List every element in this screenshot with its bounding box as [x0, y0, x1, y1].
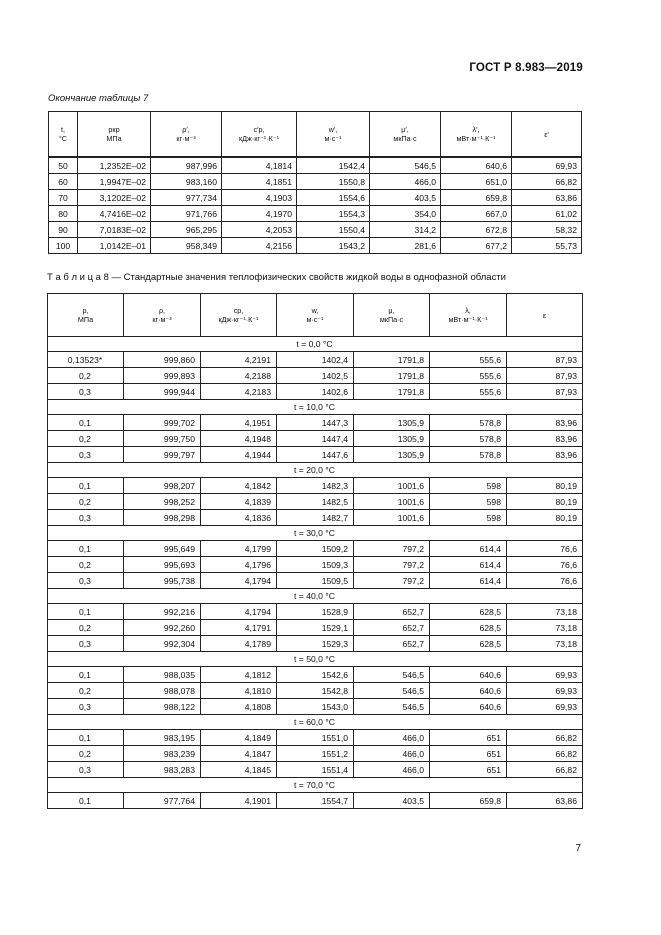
- table-cell: 546,5: [370, 157, 441, 174]
- table-cell: 999,797: [124, 447, 201, 463]
- table-cell: 1447,3: [277, 415, 354, 431]
- table-cell: 1305,9: [354, 447, 430, 463]
- table-cell: 1542,8: [277, 683, 354, 699]
- table-cell: 1447,6: [277, 447, 354, 463]
- table-cell: 999,944: [124, 384, 201, 400]
- table-cell: 83,96: [507, 415, 583, 431]
- table-cell: 988,122: [124, 699, 201, 715]
- table-cell: 0,2: [48, 368, 124, 384]
- table7-column-header: [49, 112, 78, 158]
- table-cell: 403,5: [354, 793, 430, 809]
- table-row: [48, 431, 583, 447]
- table-cell: 652,7: [354, 620, 430, 636]
- table8-column-header: [277, 294, 354, 337]
- column-unit: м·с⁻¹: [306, 315, 324, 324]
- table-cell: 0,1: [48, 478, 124, 494]
- table7-caption: Окончание таблицы 7: [48, 93, 149, 104]
- table-cell: 4,1789: [201, 636, 277, 652]
- table-cell: 1,0142E–01: [78, 238, 151, 254]
- table-cell: 998,252: [124, 494, 201, 510]
- column-unit: мкПа·с: [393, 134, 417, 143]
- section-title: t = 0,0 °C: [48, 337, 583, 352]
- table-cell: 1001,6: [354, 494, 430, 510]
- table-cell: 995,693: [124, 557, 201, 573]
- table-row: [48, 510, 583, 526]
- table-cell: 4,1903: [222, 190, 297, 206]
- table-cell: 977,734: [151, 190, 222, 206]
- table-cell: 598: [430, 510, 507, 526]
- table-cell: 70: [49, 190, 78, 206]
- column-unit: мВт·м⁻¹·К⁻¹: [448, 315, 488, 324]
- table-cell: 60: [49, 174, 78, 190]
- table-cell: 73,18: [507, 636, 583, 652]
- table7-column-header: [370, 112, 441, 158]
- table8-column-header: [201, 294, 277, 337]
- table-cell: 1528,9: [277, 604, 354, 620]
- table-cell: 466,0: [370, 174, 441, 190]
- table-cell: 0,1: [48, 730, 124, 746]
- table-cell: 659,8: [430, 793, 507, 809]
- table-cell: 628,5: [430, 620, 507, 636]
- table8-column-header: [430, 294, 507, 337]
- table8-column-header: [507, 294, 583, 337]
- table-cell: 1402,4: [277, 352, 354, 368]
- table-cell: 466,0: [354, 746, 430, 762]
- table7-column-header: [297, 112, 370, 158]
- table-cell: 1791,8: [354, 384, 430, 400]
- page-number: 7: [575, 843, 581, 854]
- table-cell: 0,3: [48, 447, 124, 463]
- table-cell: 614,4: [430, 573, 507, 589]
- table-cell: 0,3: [48, 636, 124, 652]
- table-cell: 995,649: [124, 541, 201, 557]
- table-cell: 0,2: [48, 746, 124, 762]
- table-cell: 50: [49, 157, 78, 174]
- column-unit: кг·м⁻³: [176, 134, 196, 143]
- table-cell: 1791,8: [354, 352, 430, 368]
- table-cell: 4,1847: [201, 746, 277, 762]
- table-row: [48, 604, 583, 620]
- table-cell: 992,216: [124, 604, 201, 620]
- table-cell: 281,6: [370, 238, 441, 254]
- table-cell: 76,6: [507, 557, 583, 573]
- section-title: t = 40,0 °C: [48, 589, 583, 604]
- table-cell: 87,93: [507, 368, 583, 384]
- table-cell: 598: [430, 494, 507, 510]
- table8-header-row: [48, 294, 583, 337]
- table-cell: 69,93: [507, 683, 583, 699]
- table-cell: 69,93: [507, 699, 583, 715]
- table-cell: 652,7: [354, 604, 430, 620]
- table7-header-row: [49, 112, 582, 158]
- table-cell: 87,93: [507, 352, 583, 368]
- column-symbol: cp,: [233, 306, 244, 315]
- table8-column-header: [354, 294, 430, 337]
- table-cell: 4,1842: [201, 478, 277, 494]
- table-cell: 1529,3: [277, 636, 354, 652]
- table-row: [48, 447, 583, 463]
- table-cell: 1001,6: [354, 478, 430, 494]
- table-cell: 651: [430, 746, 507, 762]
- table-cell: 555,6: [430, 352, 507, 368]
- column-symbol: ε: [542, 310, 547, 320]
- table-cell: 83,96: [507, 447, 583, 463]
- table7-column-header: [78, 112, 151, 158]
- table-cell: 4,1791: [201, 620, 277, 636]
- column-unit: МПа: [77, 315, 94, 324]
- table-cell: 999,702: [124, 415, 201, 431]
- table-cell: 555,6: [430, 384, 507, 400]
- table-row: [48, 730, 583, 746]
- table-row: [48, 620, 583, 636]
- table-cell: 1,9947E–02: [78, 174, 151, 190]
- column-unit: кДж·кг⁻¹·К⁻¹: [218, 315, 259, 324]
- table-cell: 1509,2: [277, 541, 354, 557]
- table-cell: 1554,7: [277, 793, 354, 809]
- table-cell: 4,1851: [222, 174, 297, 190]
- section-row: [48, 652, 583, 667]
- table-row: [48, 762, 583, 778]
- table-cell: 797,2: [354, 541, 430, 557]
- table-cell: 983,160: [151, 174, 222, 190]
- table-cell: 4,2156: [222, 238, 297, 254]
- table-cell: 4,1951: [201, 415, 277, 431]
- table-cell: 100: [49, 238, 78, 254]
- table-row: [48, 793, 583, 809]
- table-cell: 63,86: [512, 190, 582, 206]
- table-cell: 1447,4: [277, 431, 354, 447]
- table-row: [48, 415, 583, 431]
- table-cell: 83,96: [507, 431, 583, 447]
- column-unit: м·с⁻¹: [324, 134, 342, 143]
- table-cell: 1554,6: [297, 190, 370, 206]
- table-cell: 4,1901: [201, 793, 277, 809]
- table-cell: 667,0: [441, 206, 512, 222]
- table-cell: 403,5: [370, 190, 441, 206]
- table-cell: 992,260: [124, 620, 201, 636]
- table-cell: 3,1202E–02: [78, 190, 151, 206]
- table-cell: 999,893: [124, 368, 201, 384]
- column-symbol: p,: [82, 306, 89, 315]
- table-cell: 4,2053: [222, 222, 297, 238]
- table-cell: 999,750: [124, 431, 201, 447]
- table-cell: 0,3: [48, 384, 124, 400]
- table-cell: 4,1794: [201, 573, 277, 589]
- standard-code: ГОСТ Р 8.983—2019: [469, 62, 583, 74]
- table-cell: 1543,0: [277, 699, 354, 715]
- table-cell: 797,2: [354, 557, 430, 573]
- table-row: [48, 541, 583, 557]
- column-unit: мкПа·с: [379, 315, 404, 324]
- table7-column-header: [222, 112, 297, 158]
- column-symbol: λ,: [465, 306, 471, 315]
- table-cell: 80: [49, 206, 78, 222]
- table-cell: 466,0: [354, 730, 430, 746]
- column-symbol: μ′,: [401, 125, 409, 134]
- table-cell: 640,6: [430, 699, 507, 715]
- table-cell: 1551,0: [277, 730, 354, 746]
- table-cell: 66,82: [512, 174, 582, 190]
- column-unit: мВт·м⁻¹·К⁻¹: [456, 134, 496, 143]
- table-cell: 988,078: [124, 683, 201, 699]
- table-cell: 466,0: [354, 762, 430, 778]
- table-cell: 4,2191: [201, 352, 277, 368]
- table-cell: 628,5: [430, 636, 507, 652]
- table-cell: 80,19: [507, 478, 583, 494]
- table-row: [49, 206, 582, 222]
- column-symbol: λ′,: [472, 125, 480, 134]
- column-unit: кг·м⁻³: [152, 315, 172, 324]
- table-cell: 7,0183E–02: [78, 222, 151, 238]
- table-cell: 80,19: [507, 494, 583, 510]
- column-symbol: pкр: [108, 125, 120, 134]
- table-cell: 971,766: [151, 206, 222, 222]
- table-cell: 61,02: [512, 206, 582, 222]
- table-cell: 0,3: [48, 762, 124, 778]
- table-cell: 1550,4: [297, 222, 370, 238]
- table-cell: 69,93: [512, 157, 582, 174]
- table-cell: 1482,5: [277, 494, 354, 510]
- table-cell: 4,1794: [201, 604, 277, 620]
- table-cell: 4,1810: [201, 683, 277, 699]
- section-row: [48, 715, 583, 730]
- table-cell: 546,5: [354, 667, 430, 683]
- table-row: [49, 157, 582, 174]
- table-row: [48, 557, 583, 573]
- table-cell: 66,82: [507, 746, 583, 762]
- table-cell: 797,2: [354, 573, 430, 589]
- table-cell: 578,8: [430, 431, 507, 447]
- column-symbol: t,: [61, 125, 65, 134]
- section-title: t = 50,0 °C: [48, 652, 583, 667]
- table-cell: 4,1849: [201, 730, 277, 746]
- column-unit: МПа: [106, 134, 122, 143]
- table-cell: 651,0: [441, 174, 512, 190]
- table-cell: 1529,1: [277, 620, 354, 636]
- section-title: t = 20,0 °C: [48, 463, 583, 478]
- table-cell: 4,2183: [201, 384, 277, 400]
- table-cell: 354,0: [370, 206, 441, 222]
- table-cell: 1482,7: [277, 510, 354, 526]
- table-cell: 66,82: [507, 730, 583, 746]
- table-cell: 4,1970: [222, 206, 297, 222]
- table-cell: 0,1: [48, 541, 124, 557]
- table-cell: 73,18: [507, 604, 583, 620]
- column-symbol: c′p,: [253, 125, 265, 134]
- table-cell: 1543,2: [297, 238, 370, 254]
- table-cell: 983,239: [124, 746, 201, 762]
- table-cell: 958,349: [151, 238, 222, 254]
- table-cell: 965,295: [151, 222, 222, 238]
- table-row: [49, 238, 582, 254]
- table-row: [49, 222, 582, 238]
- column-unit: °C: [58, 134, 68, 143]
- table-cell: 4,1948: [201, 431, 277, 447]
- table-cell: 640,6: [441, 157, 512, 174]
- table-cell: 1,2352E–02: [78, 157, 151, 174]
- section-row: [48, 463, 583, 478]
- section-title: t = 30,0 °C: [48, 526, 583, 541]
- table-cell: 69,93: [507, 667, 583, 683]
- table-cell: 598: [430, 478, 507, 494]
- table-row: [48, 478, 583, 494]
- table-cell: 0,2: [48, 557, 124, 573]
- table-cell: 1509,3: [277, 557, 354, 573]
- table-row: [48, 494, 583, 510]
- table-cell: 987,996: [151, 157, 222, 174]
- table-cell: 578,8: [430, 447, 507, 463]
- table-cell: 1509,5: [277, 573, 354, 589]
- table-cell: 672,8: [441, 222, 512, 238]
- table-cell: 4,1845: [201, 762, 277, 778]
- table-row: [48, 683, 583, 699]
- table-row: [49, 174, 582, 190]
- table-cell: 651: [430, 762, 507, 778]
- table-cell: 76,6: [507, 573, 583, 589]
- table-cell: 0,3: [48, 510, 124, 526]
- table-cell: 1551,4: [277, 762, 354, 778]
- table8-column-header: [48, 294, 124, 337]
- table-cell: 55,73: [512, 238, 582, 254]
- table-cell: 0,1: [48, 667, 124, 683]
- table-cell: 578,8: [430, 415, 507, 431]
- table-cell: 4,1944: [201, 447, 277, 463]
- column-symbol: μ,: [388, 306, 395, 315]
- table-cell: 76,6: [507, 541, 583, 557]
- table7-column-header: [151, 112, 222, 158]
- table-cell: 628,5: [430, 604, 507, 620]
- table-cell: 66,82: [507, 762, 583, 778]
- section-row: [48, 778, 583, 793]
- table-cell: 555,6: [430, 368, 507, 384]
- table-row: [48, 667, 583, 683]
- table-cell: 999,860: [124, 352, 201, 368]
- table-cell: 73,18: [507, 620, 583, 636]
- table-cell: 1001,6: [354, 510, 430, 526]
- table8-column-header: [124, 294, 201, 337]
- table-cell: 0,2: [48, 620, 124, 636]
- table-cell: 1402,5: [277, 368, 354, 384]
- table-cell: 1551,2: [277, 746, 354, 762]
- table-cell: 640,6: [430, 667, 507, 683]
- section-row: [48, 526, 583, 541]
- table-cell: 1402,6: [277, 384, 354, 400]
- section-row: [48, 337, 583, 352]
- table-cell: 983,283: [124, 762, 201, 778]
- table-cell: 4,1812: [201, 667, 277, 683]
- table-cell: 4,1836: [201, 510, 277, 526]
- table-cell: 1542,6: [277, 667, 354, 683]
- table-cell: 546,5: [354, 683, 430, 699]
- table-cell: 4,7416E–02: [78, 206, 151, 222]
- table-cell: 977,764: [124, 793, 201, 809]
- table7-column-header: [441, 112, 512, 158]
- table-cell: 4,1839: [201, 494, 277, 510]
- table-cell: 314,2: [370, 222, 441, 238]
- column-symbol: ρ,: [158, 306, 166, 315]
- table-cell: 0,1: [48, 604, 124, 620]
- table-7: [48, 111, 582, 254]
- table-row: [48, 636, 583, 652]
- table-cell: 614,4: [430, 557, 507, 573]
- table-cell: 63,86: [507, 793, 583, 809]
- table-row: [48, 352, 583, 368]
- table-cell: 0,1: [48, 415, 124, 431]
- table-cell: 90: [49, 222, 78, 238]
- section-title: t = 60,0 °C: [48, 715, 583, 730]
- table-cell: 1482,3: [277, 478, 354, 494]
- section-title: t = 10,0 °C: [48, 400, 583, 415]
- table8-caption: Т а б л и ц а 8 — Стандартные значения теплофизических свойств жидкой воды в однофазной области: [47, 272, 506, 283]
- table-cell: 0,1: [48, 793, 124, 809]
- table-cell: 677,2: [441, 238, 512, 254]
- section-row: [48, 589, 583, 604]
- table-cell: 651: [430, 730, 507, 746]
- column-symbol: ρ′,: [182, 125, 190, 134]
- table-cell: 1542,4: [297, 157, 370, 174]
- column-unit: кДж·кг⁻¹·К⁻¹: [239, 134, 279, 143]
- table-cell: 659,8: [441, 190, 512, 206]
- table-cell: 988,035: [124, 667, 201, 683]
- table-8: [47, 293, 583, 809]
- table-row: [48, 368, 583, 384]
- table-cell: 614,4: [430, 541, 507, 557]
- table-cell: 1791,8: [354, 368, 430, 384]
- table7-column-header: [512, 112, 582, 158]
- table-row: [48, 384, 583, 400]
- table-cell: 4,1796: [201, 557, 277, 573]
- table-cell: 0,2: [48, 494, 124, 510]
- table-cell: 1554,3: [297, 206, 370, 222]
- column-symbol: ε′: [544, 129, 549, 139]
- table-cell: 4,2188: [201, 368, 277, 384]
- section-title: t = 70,0 °C: [48, 778, 583, 793]
- table-row: [48, 746, 583, 762]
- table-cell: 983,195: [124, 730, 201, 746]
- table-cell: 998,298: [124, 510, 201, 526]
- table-cell: 0,2: [48, 683, 124, 699]
- table-cell: 87,93: [507, 384, 583, 400]
- table-cell: 80,19: [507, 510, 583, 526]
- table-cell: 992,304: [124, 636, 201, 652]
- table-row: [49, 190, 582, 206]
- table-cell: 1550,8: [297, 174, 370, 190]
- table-cell: 1305,9: [354, 431, 430, 447]
- table-cell: 1305,9: [354, 415, 430, 431]
- table-cell: 652,7: [354, 636, 430, 652]
- table-cell: 4,1814: [222, 157, 297, 174]
- table-row: [48, 573, 583, 589]
- table-cell: 0,13523*: [48, 352, 124, 368]
- table-cell: 640,6: [430, 683, 507, 699]
- table-cell: 995,738: [124, 573, 201, 589]
- column-symbol: w,: [311, 306, 319, 315]
- table-cell: 546,5: [354, 699, 430, 715]
- table-cell: 4,1808: [201, 699, 277, 715]
- section-row: [48, 400, 583, 415]
- table-cell: 58,32: [512, 222, 582, 238]
- table-cell: 0,3: [48, 573, 124, 589]
- table-cell: 4,1799: [201, 541, 277, 557]
- table-cell: 0,2: [48, 431, 124, 447]
- column-symbol: w′,: [328, 125, 338, 134]
- table-cell: 998,207: [124, 478, 201, 494]
- table-cell: 0,3: [48, 699, 124, 715]
- table-row: [48, 699, 583, 715]
